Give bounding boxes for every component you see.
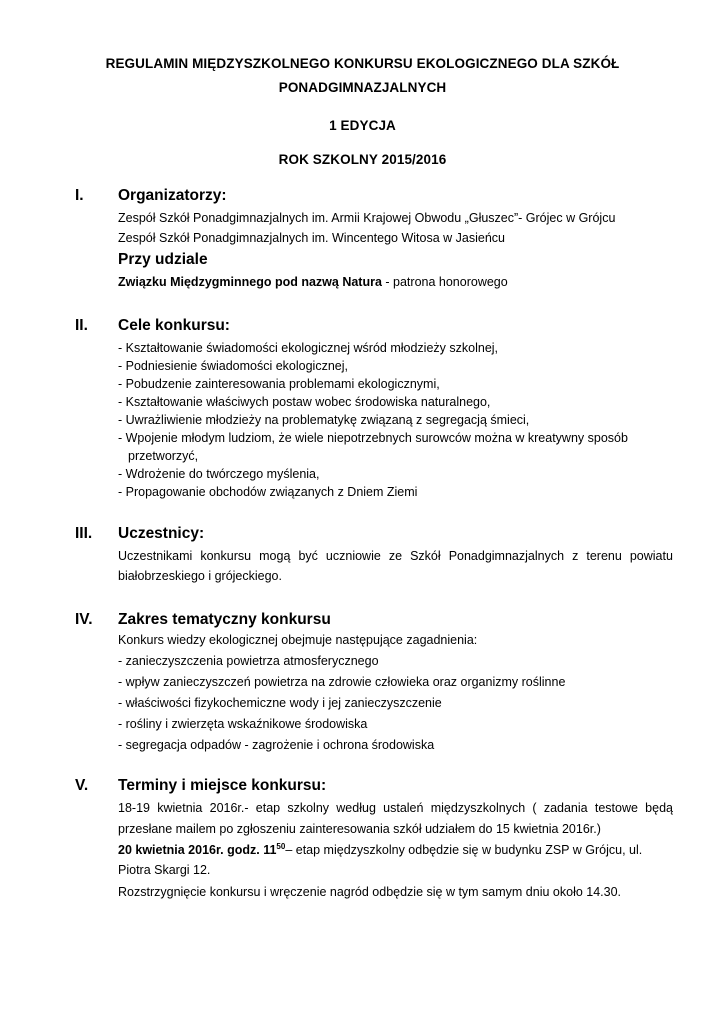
section-5-heading: Terminy i miejsce konkursu: — [118, 777, 327, 794]
final-stage-description: – etap międzyszkolny odbędzie się w budynku ZSP w Grójcu, ul. — [285, 843, 643, 858]
scope-item: - segregacja odpadów - zagrożenie i ochrona środowiska — [118, 738, 435, 752]
goal-item: - Pobudzenie zainteresowania problemami ekologicznymi, — [118, 377, 440, 391]
participants-text-line-2: białobrzeskiego i grójeckiego. — [118, 569, 282, 583]
patron-name: Związku Międzygminnego pod nazwą Natura — [118, 275, 382, 289]
section-1-heading: Organizatorzy: — [118, 187, 227, 204]
schedule-line-3 — [118, 842, 642, 857]
section-3-numeral: III. — [75, 525, 93, 542]
document-title-line-1: REGULAMIN MIĘDZYSZKOLNEGO KONKURSU EKOLOGICZNEGO DLA SZKÓŁ — [105, 56, 620, 71]
participants-text-line-1: Uczestnikami konkursu mogą być uczniowie ze Szkół Ponadgimnazjalnych z terenu powiatu — [118, 549, 673, 563]
scope-item: - rośliny i zwierzęta wskaźnikowe środowiska — [118, 717, 368, 731]
scope-item: - zanieczyszczenia powietrza atmosferycznego — [118, 654, 379, 668]
section-4-numeral: IV. — [75, 611, 93, 628]
scope-intro: Konkurs wiedzy ekologicznej obejmuje następujące zagadnienia: — [118, 633, 478, 647]
honorary-patron-line — [118, 275, 508, 289]
document-title-line-2: PONADGIMNAZJALNYCH — [278, 80, 447, 95]
section-2-heading: Cele konkursu: — [118, 317, 230, 334]
goal-item: - Wpojenie młodym ludziom, że wiele niepotrzebnych surowców można w kreatywny sposób — [118, 431, 628, 445]
section-5-numeral: V. — [75, 777, 89, 794]
edition-label: 1 EDYCJA — [329, 118, 396, 133]
schedule-line-1: 18-19 kwietnia 2016r.- etap szkolny według ustaleń międzyszkolnych ( zadania testowe będą — [118, 801, 673, 815]
goal-item: - Uwrażliwienie młodzieży na problematykę związaną z segregacją śmieci, — [118, 413, 530, 427]
patron-role: - patrona honorowego — [381, 275, 508, 289]
section-1-numeral: I. — [75, 187, 84, 204]
section-4-heading: Zakres tematyczny konkursu — [118, 611, 331, 628]
goal-item-continuation: przetworzyć, — [128, 449, 199, 463]
goal-item: - Propagowanie obchodów związanych z Dniem Ziemi — [118, 485, 418, 499]
schedule-line-2: przesłane mailem po zgłoszeniu zainteresowania szkół udziałem do 15 kwietnia 2016r.) — [118, 822, 601, 836]
section-3-heading: Uczestnicy: — [118, 525, 205, 542]
scope-item: - wpływ zanieczyszczeń powietrza na zdrowie człowieka oraz organizmy roślinne — [118, 675, 566, 689]
final-stage-date: 20 kwietnia 2016r. godz. $11^{50}$ — [118, 842, 286, 858]
organizer-line: Zespół Szkół Ponadgimnazjalnych im. Wincentego Witosa w Jasieńcu — [118, 231, 505, 245]
participation-subheading: Przy udziale — [118, 251, 208, 268]
school-year-label: ROK SZKOLNY 2015/2016 — [278, 152, 447, 167]
goal-item: - Podniesienie świadomości ekologicznej, — [118, 359, 348, 373]
schedule-line-5: Rozstrzygnięcie konkursu i wręczenie nagród odbędzie się w tym samym dniu około 14.30. — [118, 885, 622, 899]
goal-item: - Kształtowanie świadomości ekologicznej wśród młodzieży szkolnej, — [118, 341, 499, 355]
scope-item: - właściwości fizykochemiczne wody i jej zanieczyszczenie — [118, 696, 442, 710]
organizer-line: Zespół Szkół Ponadgimnazjalnych im. Armii Krajowej Obwodu „Głuszec”- Grójec w Grójcu — [118, 211, 616, 225]
goal-item: - Kształtowanie właściwych postaw wobec środowiska naturalnego, — [118, 395, 491, 409]
schedule-line-4: Piotra Skargi 12. — [118, 863, 211, 877]
section-2-numeral: II. — [75, 317, 88, 334]
goal-item: - Wdrożenie do twórczego myślenia, — [118, 467, 320, 481]
